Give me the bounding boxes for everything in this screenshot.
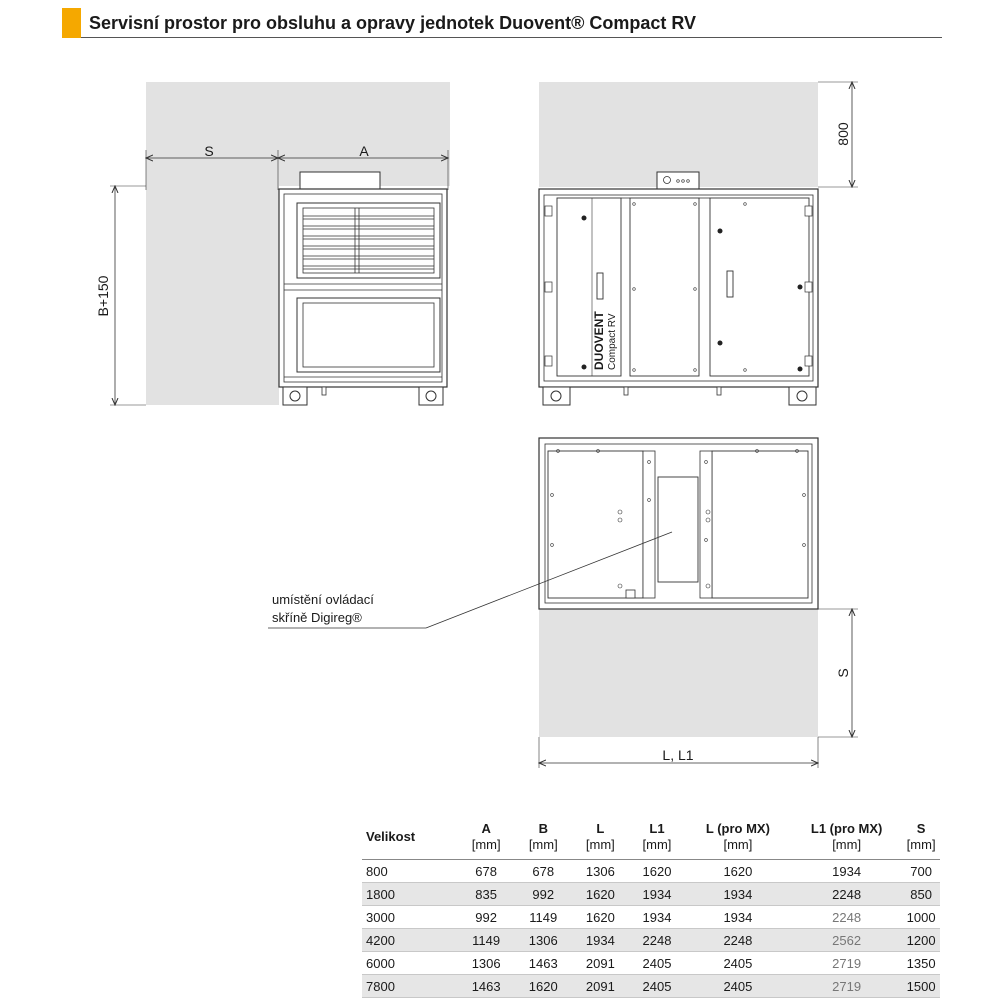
callout-line-1: umístění ovládací	[272, 592, 374, 607]
col-header-b: B [mm]	[528, 821, 558, 852]
service-zone-above	[539, 82, 818, 187]
service-zone-front	[539, 609, 818, 737]
callout-line-2: skříně Digireg®	[272, 610, 362, 625]
table-header	[362, 815, 940, 860]
table-row: 3000 992 1149 1620 1934 1934 2248 1000	[362, 906, 940, 929]
dim-800-label: 800	[835, 122, 851, 146]
dim-l-label: L, L1	[662, 747, 694, 763]
table-row: 7800 1463 1620 2091 2405 2405 2719 1500	[362, 975, 940, 998]
service-zone-top	[146, 82, 450, 186]
table-row: 6000 1306 1463 2091 2405 2405 2719 1350	[362, 952, 940, 975]
brand-duovent: DUOVENT	[592, 311, 606, 370]
service-zone-side	[146, 186, 279, 405]
col-header-velikost: Velikost	[366, 829, 416, 844]
table-row: 1800 835 992 1620 1934 1934 2248 850	[362, 883, 940, 906]
brand-compact: Compact RV	[607, 313, 618, 370]
dim-s-side-label: S	[835, 668, 851, 678]
side-view	[539, 82, 858, 405]
dim-a-label: A	[359, 143, 369, 159]
col-header-l1-mx: L1 (pro MX) [mm]	[810, 821, 883, 852]
dim-s-label: S	[204, 143, 214, 159]
table-row: 800 678 678 1306 1620 1620 1934 700	[362, 860, 940, 883]
col-header-a: A [mm]	[471, 821, 501, 852]
dim-b150-label: B+150	[95, 275, 111, 317]
col-header-l-mx: L (pro MX) [mm]	[705, 821, 770, 852]
page-title: Servisní prostor pro obsluhu a opravy jednotek Duovent® Compact RV	[89, 13, 697, 33]
col-header-s: S [mm]	[906, 821, 936, 852]
front-view	[95, 82, 450, 405]
table-row: 4200 1149 1306 1934 2248 2248 2562 1200	[362, 929, 940, 952]
dimensions-table	[362, 815, 940, 998]
col-header-l1: L1 [mm]	[642, 821, 672, 852]
col-header-l: L [mm]	[585, 821, 615, 852]
top-view	[539, 438, 858, 768]
